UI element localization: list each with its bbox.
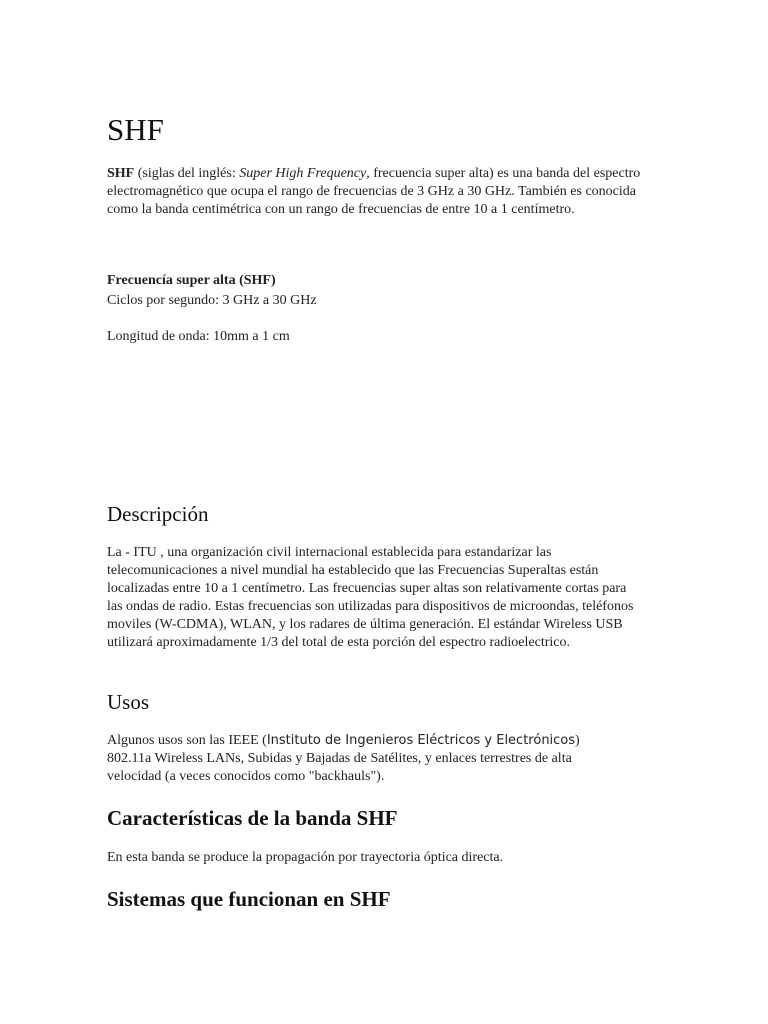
usos-ieee-expansion: Instituto de Ingenieros Eléctricos y Electrónicos	[266, 733, 576, 748]
intro-text-after-italic: , frecuencia super alta) es una banda del espectro electromagnético que ocupa el rango de frecuencias de 3 GHz a 30 GHz. También es conocida como la banda centimétrica con un rango de frecuencias de entre 10 a 1 centímetro.	[107, 166, 641, 217]
heading-sistemas: Sistemas que funcionan en SHF	[107, 887, 391, 911]
heading-descripcion: Descripción	[107, 502, 209, 526]
intro-paragraph	[107, 165, 642, 219]
page-title: SHF	[107, 112, 164, 147]
intro-text-before-italic: (siglas del inglés:	[134, 166, 240, 181]
intro-bold-term: SHF	[107, 166, 135, 181]
usos-text-before: Algunos usos son las IEEE (	[107, 733, 267, 748]
usos-text-after: ) 802.11a Wireless LANs, Subidas y Bajadas de Satélites, y enlaces terrestres de alta velocidad (a veces conocidos como "backhauls").	[107, 733, 580, 784]
intro-italic-term: Super High Frequency	[239, 166, 367, 181]
descripcion-paragraph: La - ITU , una organización civil internacional establecida para estandarizar las telecomunicaciones a nivel mundial ha establecido que las Frecuencias Superaltas están localizadas entre 10 a 1 centímetro. Las frecuencias super altas son relativamente cortas para las ondas de radio. Estas frecuencias son utilizadas para dispositivos de microondas, teléfonos moviles (W-CDMA), WLAN, y los radares de última generación. El estándar Wireless USB utilizará aproximadamente 1/3 del total de esta porción del espectro radioelectrico.	[107, 545, 634, 650]
heading-usos: Usos	[107, 690, 150, 714]
caracteristicas-paragraph: En esta banda se produce la propagación por trayectoria óptica directa.	[107, 850, 504, 865]
infobox-title: Frecuencía super alta (SHF)	[107, 273, 276, 288]
infobox-cycles: Ciclos por segundo: 3 GHz a 30 GHz	[107, 293, 317, 308]
infobox-wavelength: Longitud de onda: 10mm a 1 cm	[107, 329, 290, 344]
heading-caracteristicas: Características de la banda SHF	[107, 806, 398, 830]
usos-paragraph	[107, 732, 617, 786]
